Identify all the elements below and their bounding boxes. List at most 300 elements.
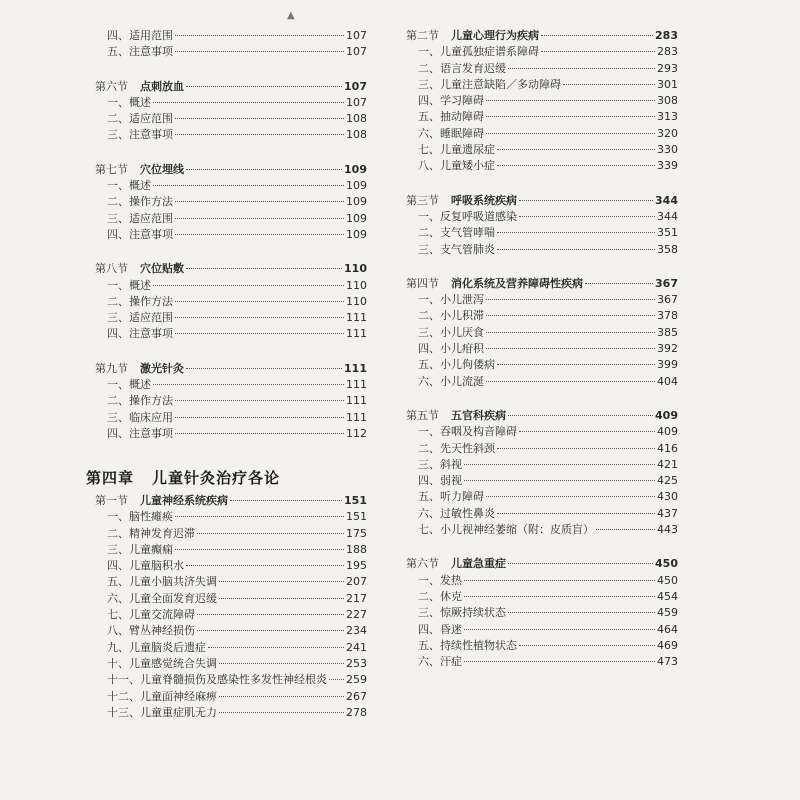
toc-entry-title: 五、听力障碍 [418,490,484,504]
toc-page-number: 175 [346,526,367,540]
toc-entry-title: 三、支气管肺炎 [418,242,495,256]
toc-section-title [406,276,583,292]
toc-entry-title: 三、适应范围 [107,311,173,325]
toc-entry[interactable] [95,410,367,426]
toc-entry[interactable] [95,294,367,310]
toc-entry[interactable] [95,28,367,44]
toc-page-number: 308 [657,94,678,108]
dot-leader [486,348,655,349]
dot-leader [153,102,344,103]
toc-page-number: 283 [655,29,678,42]
toc-entry[interactable] [95,127,367,143]
toc-entry-title: 八、儿童矮小症 [418,159,495,173]
toc-section-text: 儿童急重症 [451,557,506,571]
dot-leader [186,86,342,87]
toc-entry[interactable] [95,44,367,60]
toc-page-number: 267 [346,689,367,703]
toc-gap [95,343,367,361]
toc-page-number: 107 [346,45,367,59]
dot-leader [219,696,344,697]
dot-leader [153,285,344,286]
toc-page-number: 109 [346,195,367,209]
page-corner-mark: ▲ [287,10,295,21]
toc-entry-title: 二、休克 [418,589,462,603]
toc-entry[interactable] [406,93,678,109]
toc-entry[interactable] [406,109,678,125]
dot-leader [175,201,344,202]
toc-page-number: 459 [657,606,678,620]
toc-gap [406,390,678,408]
toc-entry[interactable] [95,542,367,558]
toc-section-heading[interactable] [95,361,367,377]
toc-page-number: 416 [657,441,678,455]
dot-leader [197,630,344,631]
toc-page-number: 195 [346,559,367,573]
toc-entry[interactable] [95,227,367,243]
toc-entry-title: 一、儿童孤独症谱系障碍 [418,45,539,59]
toc-entry[interactable] [406,142,678,158]
toc-entry[interactable] [406,308,678,324]
toc-entry[interactable] [95,426,367,442]
toc-entry-title: 二、操作方法 [107,195,173,209]
chapter-number: 第四章 [86,469,135,487]
toc-entry-title: 五、抽动障碍 [418,110,484,124]
toc-entry[interactable] [406,292,678,308]
toc-entry[interactable] [406,158,678,174]
toc-section-number: 第一节 [95,494,128,507]
dot-leader [541,35,653,36]
toc-entry-title: 一、吞咽及构音障碍 [418,425,517,439]
dot-leader [508,415,653,416]
toc-page-number: 111 [344,361,367,375]
toc-page-number: 313 [657,110,678,124]
dot-leader [486,100,655,101]
toc-section-title [406,193,517,209]
dot-leader [497,149,655,150]
toc-entry-title: 六、汗症 [418,655,462,669]
toc-entry[interactable] [406,622,678,638]
toc-section-heading[interactable] [406,556,678,572]
toc-page-number: 109 [346,227,367,241]
toc-section-number: 第八节 [95,262,128,276]
dot-leader [585,283,653,284]
toc-section-title [406,556,506,572]
dot-leader [175,118,344,119]
toc-entry-title: 二、操作方法 [107,294,173,308]
toc-section-title [95,493,228,509]
toc-entry-title: 一、概述 [107,179,151,193]
toc-page-number: 469 [657,638,678,652]
toc-entry-title: 四、注意事项 [107,426,173,440]
toc-entry-title: 九、儿童脑炎后遗症 [107,640,206,654]
dot-leader [186,268,342,269]
toc-section-number: 第二节 [406,29,439,42]
toc-page-number: 234 [346,624,367,638]
toc-page-number: 110 [344,262,367,276]
toc-section-title [406,408,506,424]
toc-entry[interactable] [95,607,367,623]
toc-page-number: 344 [655,193,678,207]
toc-entry[interactable] [95,558,367,574]
toc-entry-title: 一、脑性瘫痪 [107,510,173,524]
dot-leader [519,216,655,217]
toc-entry[interactable] [406,605,678,621]
dot-leader [153,384,344,385]
dot-leader [596,529,655,530]
toc-page-number: 283 [657,45,678,59]
toc-gap [406,258,678,276]
dot-leader [175,218,344,219]
toc-page-number: 454 [657,589,678,603]
dot-leader [329,679,344,680]
toc-page-number: 392 [657,342,678,356]
toc-page-number: 111 [346,410,367,424]
dot-leader [508,563,653,564]
toc-page-number: 421 [657,457,678,471]
toc-entry[interactable] [406,225,678,241]
dot-leader [464,596,655,597]
toc-entry[interactable] [95,656,367,672]
dot-leader [175,317,344,318]
dot-leader [497,165,655,166]
toc-entry[interactable] [406,44,678,60]
toc-entry-title: 二、先天性斜颈 [418,441,495,455]
toc-entry[interactable] [406,77,678,93]
toc-entry[interactable] [95,377,367,393]
toc-entry-title: 三、儿童注意缺陷／多动障碍 [418,77,561,91]
toc-section-title [406,28,539,44]
toc-entry-title: 一、概述 [107,278,151,292]
toc-entry[interactable] [406,522,678,538]
dot-leader [464,464,655,465]
dot-leader [464,480,655,481]
toc-section-heading[interactable] [95,261,367,277]
toc-entry-title: 七、儿童交流障碍 [107,608,195,622]
toc-entry-title: 三、惊厥持续状态 [418,606,506,620]
toc-section-text: 穴位埋线 [140,162,184,176]
toc-entry-title: 十一、儿童脊髓损伤及感染性多发性神经根炎 [107,673,327,687]
toc-page-number: 339 [657,159,678,173]
toc-entry[interactable] [406,341,678,357]
dot-leader [175,516,344,517]
toc-page-number: 367 [657,293,678,307]
dot-leader [175,134,344,135]
toc-entry-title: 二、精神发育迟滞 [107,526,195,540]
toc-entry-title: 七、小儿视神经萎缩（附：皮质盲） [418,523,594,537]
toc-entry-title: 二、操作方法 [107,394,173,408]
dot-leader [186,565,344,566]
toc-entry-title: 四、小儿疳积 [418,342,484,356]
toc-section-title [95,361,184,377]
dot-leader [541,51,655,52]
toc-entry-title: 六、小儿流涎 [418,374,484,388]
toc-entry[interactable] [406,357,678,373]
toc-page-number: 108 [346,128,367,142]
toc-page-number: 358 [657,242,678,256]
toc-section-title [95,79,184,95]
dot-leader [519,200,653,201]
toc-section-heading[interactable] [406,193,678,209]
toc-page-number: 109 [346,179,367,193]
toc-section-title [95,162,184,178]
toc-section-heading[interactable] [406,276,678,292]
dot-leader [197,533,344,534]
toc-entry-title: 十、儿童感觉统合失调 [107,656,217,670]
toc-page-number: 108 [346,112,367,126]
toc-entry[interactable] [406,489,678,505]
toc-entry-title: 三、斜视 [418,457,462,471]
dot-leader [519,645,655,646]
dot-leader [186,169,342,170]
toc-page-number: 437 [657,506,678,520]
chapter-heading [86,467,280,488]
dot-leader [508,612,655,613]
toc-section-heading[interactable] [406,28,678,44]
toc-section-text: 穴位贴敷 [140,262,184,276]
dot-leader [175,400,344,401]
toc-entry-title: 五、儿童小脑共济失调 [107,575,217,589]
toc-entry-title: 三、注意事项 [107,128,173,142]
toc-section-text: 激光针灸 [140,361,184,375]
toc-entry[interactable] [95,211,367,227]
toc-page-number: 109 [344,162,367,176]
toc-page-number: 109 [346,211,367,225]
toc-page-number: 112 [346,426,367,440]
toc-entry[interactable] [95,689,367,705]
toc-page-number: 367 [655,276,678,290]
dot-leader [230,500,342,501]
dot-leader [219,581,344,582]
toc-page-number: 107 [346,29,367,42]
toc-page-number: 409 [655,408,678,422]
toc-entry-title: 四、儿童脑积水 [107,559,184,573]
toc-entry-title: 四、弱视 [418,474,462,488]
toc-entry-title: 六、过敏性鼻炎 [418,506,495,520]
toc-page-number: 430 [657,490,678,504]
dot-leader [486,116,655,117]
toc-page-number: 217 [346,591,367,605]
toc-page-number: 399 [657,358,678,372]
toc-entry-title: 三、临床应用 [107,410,173,424]
toc-page-number: 107 [346,95,367,109]
dot-leader [508,68,655,69]
dot-leader [153,185,344,186]
toc-section-number: 第五节 [406,408,439,422]
dot-leader [497,364,655,365]
toc-page-number: 207 [346,575,367,589]
toc-entry[interactable] [95,310,367,326]
toc-page-number: 188 [346,542,367,556]
toc-section-text: 五官科疾病 [451,408,506,422]
toc-entry-title: 七、儿童遗尿症 [418,143,495,157]
toc-page-number: 253 [346,656,367,670]
toc-entry[interactable] [95,194,367,210]
toc-entry[interactable] [95,526,367,542]
toc-entry-title: 三、适应范围 [107,211,173,225]
toc-entry[interactable] [406,506,678,522]
toc-page-number: 151 [344,494,367,507]
toc-page-number: 450 [657,573,678,587]
toc-entry[interactable] [95,326,367,342]
dot-leader [486,133,655,134]
toc-section-number: 第四节 [406,276,439,290]
toc-page-number: 107 [344,79,367,93]
toc-entry-title: 八、臂丛神经损伤 [107,624,195,638]
toc-entry[interactable] [406,242,678,258]
toc-gap [95,144,367,162]
dot-leader [486,496,655,497]
toc-page-number: 301 [657,77,678,91]
toc-entry-title: 一、概述 [107,95,151,109]
toc-entry[interactable] [406,126,678,142]
dot-leader [219,598,344,599]
dot-leader [219,663,344,664]
toc-gap [95,61,367,79]
toc-entry[interactable] [95,393,367,409]
toc-page-number: 330 [657,143,678,157]
toc-page-number: 111 [346,311,367,325]
dot-leader [464,580,655,581]
toc-entry-title: 五、注意事项 [107,45,173,59]
toc-entry[interactable] [406,61,678,77]
toc-entry-title: 一、概述 [107,378,151,392]
toc-entry[interactable] [95,95,367,111]
toc-entry-title: 四、适用范围 [107,29,173,42]
toc-entry-title: 五、持续性植物状态 [418,638,517,652]
toc-entry[interactable] [95,640,367,656]
toc-entry-title: 四、昏迷 [418,622,462,636]
toc-section-heading[interactable] [95,493,367,509]
toc-entry[interactable] [406,457,678,473]
toc-page-number: 320 [657,126,678,140]
dot-leader [175,301,344,302]
toc-entry-title: 二、语言发育迟缓 [418,61,506,75]
toc-section-number: 第三节 [406,193,439,207]
toc-entry-title: 四、注意事项 [107,327,173,341]
toc-entry[interactable] [406,374,678,390]
toc-entry[interactable] [406,573,678,589]
toc-page-number: 111 [346,378,367,392]
toc-right [406,28,678,670]
toc-page-number: 443 [657,523,678,537]
toc-section-text: 消化系统及营养障碍性疾病 [451,276,583,290]
toc-entry[interactable] [95,705,367,721]
toc-page-number: 378 [657,309,678,323]
toc-entry[interactable] [95,178,367,194]
dot-leader [219,712,344,713]
toc-section-text: 点刺放血 [140,79,184,93]
toc-entry-title: 二、适应范围 [107,112,173,126]
toc-page-number: 259 [346,673,367,687]
toc-page-number: 385 [657,325,678,339]
dot-leader [497,232,655,233]
toc-entry-title: 一、小儿泄泻 [418,293,484,307]
dot-leader [208,647,344,648]
toc-entry[interactable] [406,209,678,225]
toc-section-heading[interactable] [406,408,678,424]
chapter-title: 儿童针灸治疗各论 [152,469,281,487]
toc-page-number: 404 [657,374,678,388]
toc-page-number: 227 [346,608,367,622]
toc-entry-title: 三、小儿厌食 [418,325,484,339]
dot-leader [497,448,655,449]
toc-entry-title: 三、儿童癫痫 [107,542,173,556]
toc-entry-title: 二、支气管哮喘 [418,226,495,240]
dot-leader [175,433,344,434]
dot-leader [175,35,344,36]
dot-leader [175,417,344,418]
dot-leader [519,431,655,432]
toc-entry-title: 四、注意事项 [107,227,173,241]
dot-leader [486,332,655,333]
dot-leader [464,661,655,662]
toc-entry-title: 十三、儿童重症肌无力 [107,705,217,719]
toc-section-text: 儿童神经系统疾病 [140,494,228,507]
toc-page-number: 351 [657,226,678,240]
toc-page-number: 241 [346,640,367,654]
toc-entry-title: 一、发热 [418,573,462,587]
dot-leader [175,549,344,550]
toc-page-number: 110 [346,278,367,292]
toc-entry-title: 四、学习障碍 [418,94,484,108]
toc-entry[interactable] [406,638,678,654]
dot-leader [464,629,655,630]
toc-entry[interactable] [406,473,678,489]
dot-leader [497,513,655,514]
toc-entry[interactable] [95,278,367,294]
dot-leader [486,299,655,300]
toc-entry[interactable] [95,623,367,639]
toc-entry[interactable] [406,589,678,605]
dot-leader [197,614,344,615]
toc-entry[interactable] [406,424,678,440]
toc-entry-title: 二、小儿积滞 [418,309,484,323]
toc-entry[interactable] [95,509,367,525]
toc-page-number: 111 [346,394,367,408]
toc-entry[interactable] [406,441,678,457]
toc-page-number: 151 [346,510,367,524]
toc-section-number: 第九节 [95,361,128,375]
toc-left-bottom [95,493,367,721]
toc-section-heading[interactable] [95,79,367,95]
dot-leader [497,249,655,250]
toc-entry-title: 六、睡眠障碍 [418,126,484,140]
toc-section-text: 儿童心理行为疾病 [451,29,539,42]
toc-entry[interactable] [406,654,678,670]
toc-gap [406,175,678,193]
toc-gap [406,538,678,556]
toc-page-number: 425 [657,474,678,488]
toc-page-number: 464 [657,622,678,636]
toc-page-number: 111 [346,327,367,341]
toc-page-number: 409 [657,425,678,439]
toc-page-number: 344 [657,209,678,223]
toc-entry-title: 六、儿童全面发育迟缓 [107,591,217,605]
toc-entry[interactable] [406,325,678,341]
toc-page-number: 450 [655,557,678,571]
dot-leader [175,234,344,235]
dot-leader [175,51,344,52]
dot-leader [486,381,655,382]
toc-section-number: 第七节 [95,162,128,176]
toc-entry[interactable] [95,591,367,607]
toc-entry[interactable] [95,111,367,127]
toc-section-heading[interactable] [95,162,367,178]
toc-section-number: 第六节 [95,79,128,93]
toc-gap [95,243,367,261]
toc-entry[interactable] [95,574,367,590]
toc-entry[interactable] [95,672,367,688]
